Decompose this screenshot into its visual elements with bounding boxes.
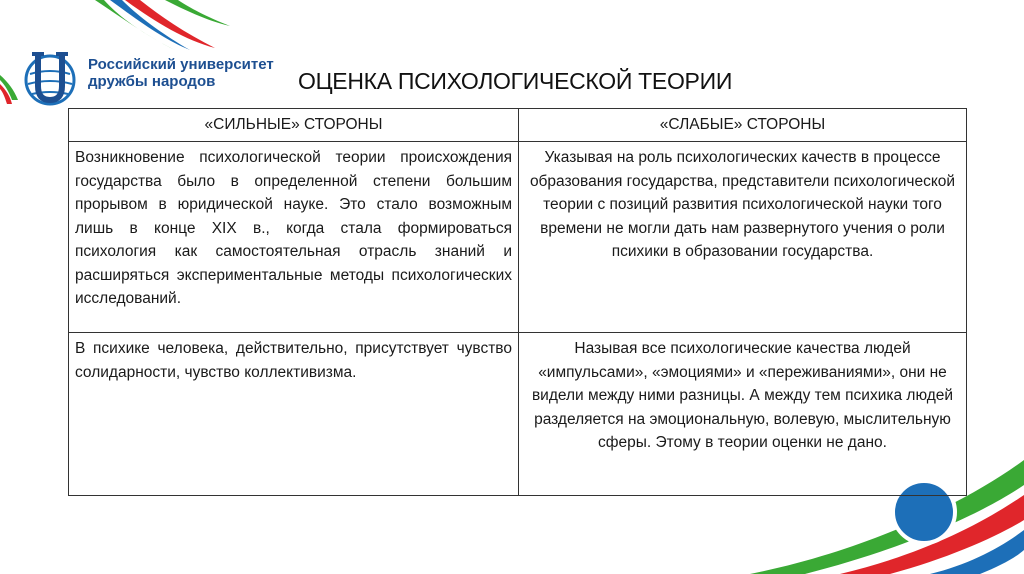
logo-line-2: дружбы народов — [88, 73, 216, 90]
university-logo — [22, 50, 292, 108]
table-row — [69, 142, 967, 333]
header-strong-sides: «СИЛЬНЫЕ» СТОРОНЫ — [69, 109, 519, 142]
header-weak-sides: «СЛАБЫЕ» СТОРОНЫ — [519, 109, 967, 142]
cell-strong-1: Возникновение психологической теории происхождения государства было в определенной степени большим прорывом в юридической науке. Это стало возможным лишь в конце XIX в., когда стала формироваться психология как самостоятельная отрасль знаний и расширяться экспериментальные методы психологических исследований. — [69, 142, 519, 333]
globe-emblem-icon — [22, 50, 82, 108]
cell-weak-2: Называя все психологические качества людей «импульсами», «эмоциями» и «переживаниями», они не видели между ними разницы. А между тем психика людей разделяется на эмоциональную, волевую, мыслительную сферы. Этому в теории оценки не дано. — [519, 333, 967, 496]
logo-line-1: Российский университет — [88, 56, 274, 73]
evaluation-table — [68, 108, 967, 496]
table-header-row — [69, 109, 967, 142]
page-title: ОЦЕНКА ПСИХОЛОГИЧЕСКОЙ ТЕОРИИ — [298, 68, 733, 94]
cell-strong-2: В психике человека, действительно, присутствует чувство солидарности, чувство коллективизма. — [69, 333, 519, 496]
cell-weak-1: Указывая на роль психологических качеств в процессе образования государства, представители психологической теории с позиций развития психологической науки того времени не могли дать нам развернутого учения о роли психики в образовании государства. — [519, 142, 967, 333]
ribbon-decoration-left — [0, 70, 22, 110]
table-row — [69, 333, 967, 496]
